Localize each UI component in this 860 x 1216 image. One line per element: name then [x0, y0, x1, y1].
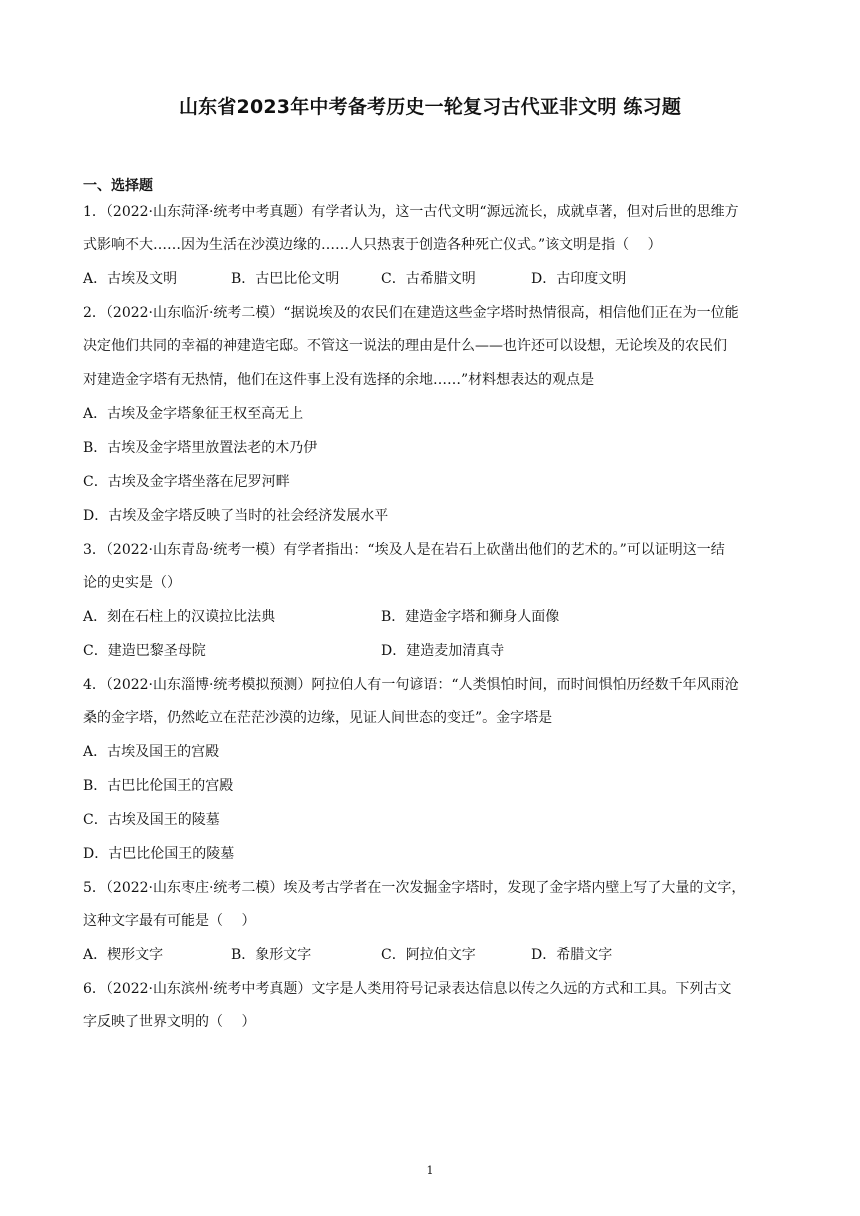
question-4-option-d: D．古巴比伦国王的陵墓 [83, 846, 235, 862]
question-3-line-1: 3．（2022·山东青岛·统考一模）有学者指出：“埃及人是在岩石上砍凿出他们的艺术的。”可以证明这一结 [83, 542, 725, 558]
question-3-option-c: C．建造巴黎圣母院 [83, 643, 206, 659]
section-heading: 一、选择题 [83, 178, 153, 194]
question-5-line-1: 5．（2022·山东枣庄·统考二模）埃及考古学者在一次发掘金字塔时，发现了金字塔内壁上写了大量的文字， [83, 880, 746, 896]
question-3-option-d: D．建造麦加清真寺 [381, 643, 505, 659]
question-5-option-c: C．阿拉伯文字 [381, 947, 476, 963]
question-5-option-a: A．楔形文字 [83, 947, 164, 963]
question-1-line-1: 1．（2022·山东菏泽·统考中考真题）有学者认为，这一古代文明“源远流长，成就卓著，但对后世的思维方 [83, 204, 739, 220]
question-1-option-d: D．古印度文明 [531, 271, 627, 287]
question-3-option-a: A．刻在石柱上的汉谟拉比法典 [83, 609, 276, 625]
question-4-line-2: 桑的金字塔，仍然屹立在茫茫沙漠的边缘，见证人间世态的变迁”。金字塔是 [83, 710, 553, 726]
question-3-option-b: B．建造金字塔和狮身人面像 [381, 609, 560, 625]
question-2-option-d: D．古埃及金字塔反映了当时的社会经济发展水平 [83, 508, 389, 524]
question-4-line-1: 4．（2022·山东淄博·统考模拟预测）阿拉伯人有一句谚语：“人类惧怕时间，而时间惧怕历经数千年风雨沧 [83, 677, 739, 693]
question-2-option-b: B．古埃及金字塔里放置法老的木乃伊 [83, 440, 318, 456]
question-5-line-2: 这种文字最有可能是（ ） [83, 913, 256, 929]
question-4-option-b: B．古巴比伦国王的宫殿 [83, 778, 234, 794]
question-1-option-a: A．古埃及文明 [83, 271, 178, 287]
page-title: 山东省2023年中考备考历史一轮复习古代亚非文明 练习题 [178, 96, 682, 118]
question-2-line-2: 决定他们共同的幸福的神建造宅邸。不管这一说法的理由是什么——也许还可以设想，无论埃及的农民们 [83, 338, 727, 354]
question-4-option-a: A．古埃及国王的宫殿 [83, 744, 220, 760]
question-1-option-c: C．古希腊文明 [381, 271, 476, 287]
question-2-line-3: 对建造金字塔有无热情，他们在这件事上没有选择的余地……”材料想表达的观点是 [83, 372, 595, 388]
question-5-option-d: D．希腊文字 [531, 947, 613, 963]
question-3-line-2: 论的史实是（） [83, 575, 181, 591]
question-2-line-1: 2．（2022·山东临沂·统考二模）“据说埃及的农民们在建造这些金字塔时热情很高，相信他们正在为一位能 [83, 305, 739, 321]
page-number: 1 [426, 1164, 434, 1177]
question-2-option-c: C．古埃及金字塔坐落在尼罗河畔 [83, 474, 290, 490]
question-6-line-2: 字反映了世界文明的（ ） [83, 1014, 256, 1030]
question-1-line-2: 式影响不大……因为生活在沙漠边缘的……人只热衷于创造各种死亡仪式。”该文明是指（ ） [83, 237, 662, 253]
question-5-option-b: B．象形文字 [231, 947, 312, 963]
question-2-option-a: A．古埃及金字塔象征王权至高无上 [83, 406, 304, 422]
question-4-option-c: C．古埃及国王的陵墓 [83, 812, 220, 828]
question-1-option-b: B．古巴比伦文明 [231, 271, 340, 287]
question-6-line-1: 6．（2022·山东滨州·统考中考真题）文字是人类用符号记录表达信息以传之久远的方式和工具。下列古文 [83, 981, 732, 997]
